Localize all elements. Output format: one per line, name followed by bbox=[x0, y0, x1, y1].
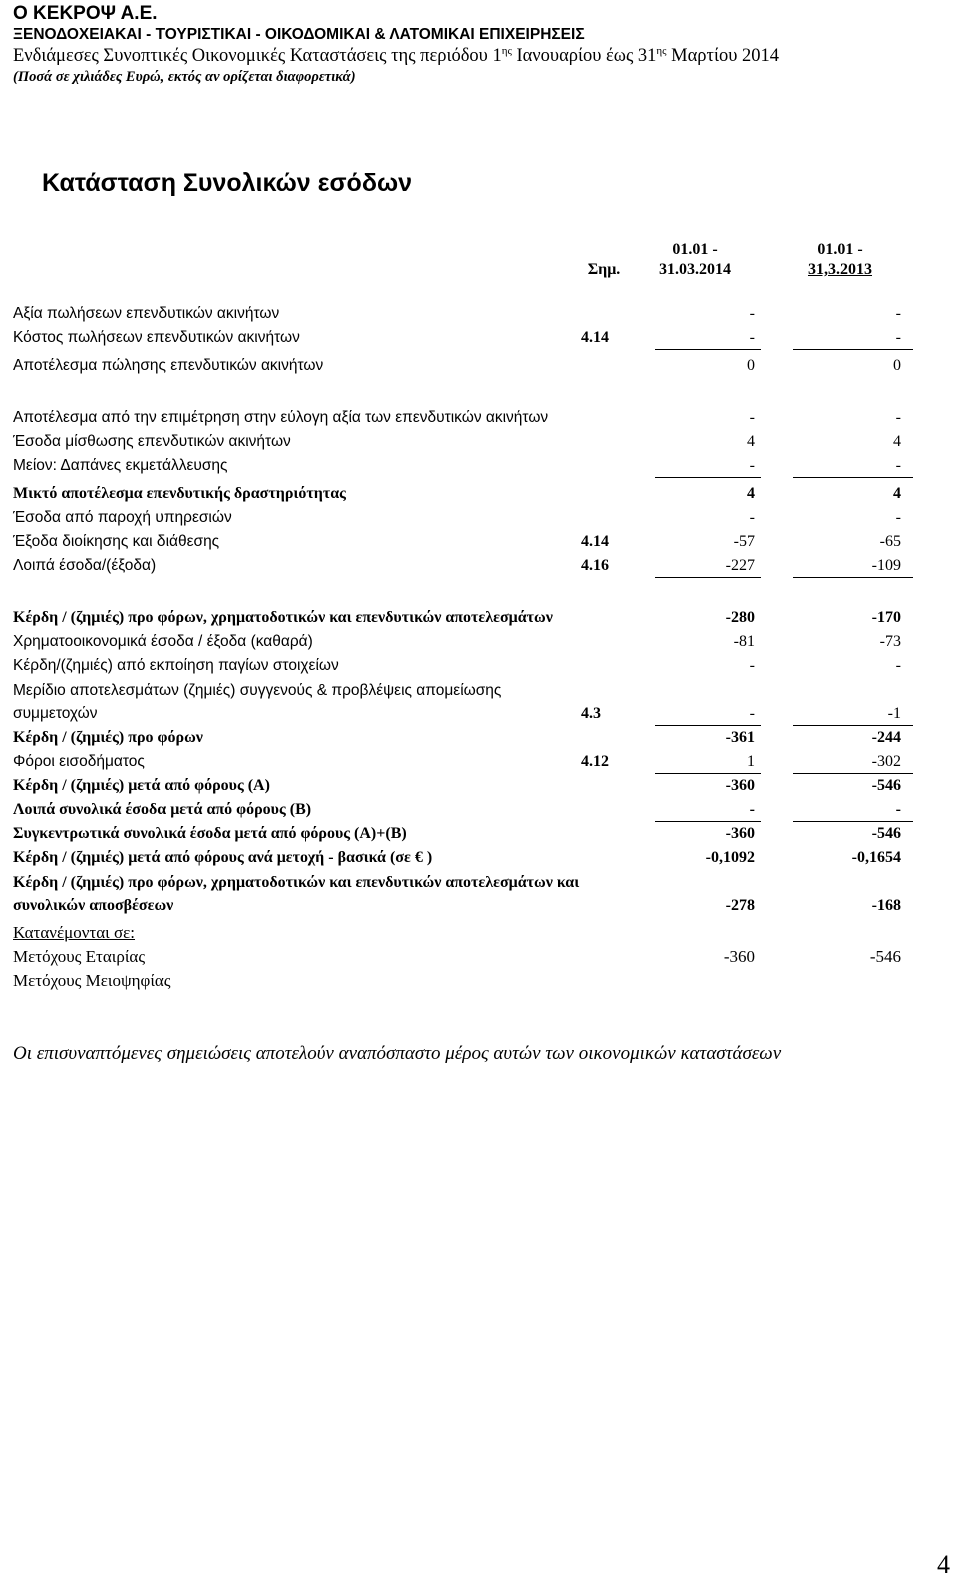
period-sup-1: ης bbox=[501, 45, 512, 57]
row-note: 4.14 bbox=[581, 533, 609, 550]
allocation-heading: Κατανέμονται σε: bbox=[13, 923, 136, 942]
row-label: Αξία πωλήσεων επενδυτικών ακινήτων bbox=[13, 305, 280, 322]
table-row bbox=[13, 325, 913, 349]
row-note: 4.16 bbox=[581, 557, 609, 574]
row-value-2014: -360 bbox=[725, 777, 755, 794]
table-row bbox=[13, 845, 913, 869]
row-label: Κέρδη / (ζημιές) προ φόρων, χρηματοδοτικών και επενδυτικών αποτελεσμάτων και συνολικών αποσβέσεων bbox=[13, 874, 580, 914]
row-value-2013: - bbox=[895, 457, 901, 474]
subtotal-rule bbox=[793, 577, 913, 578]
subtotal-rule bbox=[655, 577, 761, 578]
row-value-2014: 1 bbox=[747, 753, 755, 770]
row-value-2014: - bbox=[749, 509, 755, 526]
amounts-note: (Ποσά σε χιλιάδες Ευρώ, εκτός αν ορίζεται διαφορετικά) bbox=[13, 69, 356, 85]
allocation-row-owners bbox=[13, 945, 913, 969]
period-line bbox=[13, 45, 953, 67]
allocation-owners-2014: -360 bbox=[723, 947, 755, 966]
row-value-2014: -280 bbox=[725, 609, 755, 626]
row-value-2014: - bbox=[749, 457, 755, 474]
row-value-2014: -81 bbox=[733, 633, 755, 650]
table-row bbox=[13, 821, 913, 845]
row-label: Αποτέλεσμα από την επιμέτρηση στην εύλογη αξία των επενδυτικών ακινήτων bbox=[13, 409, 549, 426]
row-value-2014: -360 bbox=[725, 825, 755, 842]
row-value-2013: -170 bbox=[871, 609, 901, 626]
period-sup-2: ης bbox=[656, 45, 667, 57]
row-label: Αποτέλεσμα πώλησης επενδυτικών ακινήτων bbox=[13, 357, 324, 374]
company-name: Ο ΚΕΚΡΟΨ Α.Ε. bbox=[13, 3, 158, 24]
row-value-2014: 4 bbox=[747, 433, 755, 450]
subtotal-rule bbox=[655, 349, 761, 350]
column-header-2014 bbox=[640, 240, 750, 280]
row-note: 4.3 bbox=[581, 705, 601, 722]
row-value-2013: -302 bbox=[871, 753, 901, 770]
row-label: Κέρδη / (ζημιές) προ φόρων, χρηματοδοτικών και επενδυτικών αποτελεσμάτων bbox=[13, 609, 553, 626]
table-row bbox=[13, 773, 913, 797]
row-label: Κέρδη / (ζημιές) προ φόρων bbox=[13, 729, 203, 746]
column-header-2014-line1: 01.01 - bbox=[672, 241, 718, 258]
row-value-2014: 4 bbox=[747, 485, 755, 502]
row-value-2013: -0,1654 bbox=[851, 849, 901, 866]
table-row bbox=[13, 869, 913, 917]
table-row bbox=[13, 581, 913, 629]
row-label: Έσοδα μίσθωσης επενδυτικών ακινήτων bbox=[13, 433, 291, 450]
row-label: Μερίδιο αποτελεσμάτων (ζημιές) συγγενούς & προβλέψεις απομείωσης συμμετοχών bbox=[13, 682, 502, 722]
period-text-a: Ενδιάμεσες Συνοπτικές Οικονομικές Καταστάσεις της περιόδου 1 bbox=[13, 46, 502, 66]
table-row bbox=[13, 749, 913, 773]
row-value-2013: -168 bbox=[871, 897, 901, 914]
row-value-2014: - bbox=[749, 305, 755, 322]
row-value-2013: -244 bbox=[871, 729, 901, 746]
allocation-section bbox=[13, 921, 913, 993]
row-value-2013: -65 bbox=[879, 533, 901, 550]
column-header-2013-line2: 31,3.2013 bbox=[808, 261, 872, 278]
statement-table bbox=[13, 301, 913, 917]
row-value-2013: -546 bbox=[871, 825, 901, 842]
row-label: Κέρδη / (ζημιές) μετά από φόρους (Α) bbox=[13, 777, 270, 794]
row-label: Κόστος πωλήσεων επενδυτικών ακινήτων bbox=[13, 329, 300, 346]
row-value-2013: 4 bbox=[893, 485, 901, 502]
row-label: Κέρδη / (ζημιές) μετά από φόρους ανά μετοχή - βασικά (σε € ) bbox=[13, 849, 433, 866]
table-row bbox=[13, 453, 913, 477]
period-text-c: Μαρτίου 2014 bbox=[666, 46, 779, 66]
row-note: 4.14 bbox=[581, 329, 609, 346]
table-row bbox=[13, 725, 913, 749]
row-note: 4.12 bbox=[581, 753, 609, 770]
row-value-2013: 0 bbox=[893, 357, 901, 374]
subtotal-rule bbox=[793, 349, 913, 350]
statement-title: Κατάσταση Συνολικών εσόδων bbox=[42, 169, 413, 197]
row-value-2013: -109 bbox=[871, 557, 901, 574]
row-value-2013: - bbox=[895, 305, 901, 322]
table-row bbox=[13, 553, 913, 577]
row-value-2013: - bbox=[895, 509, 901, 526]
row-label: Χρηματοοικονομικά έσοδα / έξοδα (καθαρά) bbox=[13, 633, 313, 650]
row-value-2013: - bbox=[895, 409, 901, 426]
allocation-owners-2013: -546 bbox=[869, 947, 901, 966]
row-label: Συγκεντρωτικά συνολικά έσοδα μετά από φόρους (Α)+(Β) bbox=[13, 825, 407, 842]
row-value-2014: - bbox=[749, 409, 755, 426]
row-label: Φόροι εισοδήματος bbox=[13, 753, 145, 770]
table-row bbox=[13, 481, 913, 505]
table-row bbox=[13, 505, 913, 529]
table-row bbox=[13, 629, 913, 653]
column-header-note: Σημ. bbox=[587, 261, 621, 278]
row-value-2014: -0,1092 bbox=[705, 849, 755, 866]
row-value-2013: -1 bbox=[887, 705, 901, 722]
row-value-2013: 4 bbox=[893, 433, 901, 450]
company-subtitle: ΞΕΝΟΔΟΧΕΙΑΚΑΙ - ΤΟΥΡΙΣΤΙΚΑΙ - ΟΙΚΟΔΟΜΙΚΑΙ & ΛΑΤΟΜΙΚΑΙ ΕΠΙΧΕΙΡΗΣΕΙΣ bbox=[13, 26, 585, 43]
row-value-2014: - bbox=[749, 657, 755, 674]
row-label: Μείον: Δαπάνες εκμετάλλευσης bbox=[13, 457, 228, 474]
row-value-2013: -546 bbox=[871, 777, 901, 794]
allocation-row-minority bbox=[13, 969, 913, 993]
table-row bbox=[13, 301, 913, 325]
footer-note: Οι επισυναπτόμενες σημειώσεις αποτελούν αναπόσπαστο μέρος αυτών των οικονομικών καταστάσεων bbox=[13, 1043, 782, 1064]
table-row bbox=[13, 797, 913, 821]
row-label: Λοιπά συνολικά έσοδα μετά από φόρους (Β) bbox=[13, 801, 312, 818]
row-label: Έξοδα διοίκησης και διάθεσης bbox=[13, 533, 220, 550]
row-value-2013: -73 bbox=[879, 633, 901, 650]
row-value-2013: - bbox=[895, 657, 901, 674]
row-value-2014: -278 bbox=[725, 897, 755, 914]
row-value-2014: 0 bbox=[747, 357, 755, 374]
row-value-2014: -361 bbox=[725, 729, 755, 746]
table-row bbox=[13, 653, 913, 677]
allocation-owners-label: Μετόχους Εταιρίας bbox=[13, 947, 146, 966]
page-number: 4 bbox=[937, 1550, 950, 1579]
document-header bbox=[13, 4, 953, 87]
row-value-2013: - bbox=[895, 329, 901, 346]
column-header-2014-line2: 31.03.2014 bbox=[659, 261, 731, 278]
table-row bbox=[13, 353, 913, 377]
subtotal-rule bbox=[655, 477, 761, 478]
row-label: Λοιπά έσοδα/(έξοδα) bbox=[13, 557, 157, 574]
row-value-2014: - bbox=[749, 329, 755, 346]
row-value-2014: - bbox=[749, 705, 755, 722]
column-header-2013-line1: 01.01 - bbox=[817, 241, 863, 258]
row-label: Μικτό αποτέλεσμα επενδυτικής δραστηριότητας bbox=[13, 485, 346, 502]
subtotal-rule bbox=[793, 477, 913, 478]
period-text-b: Ιανουαρίου έως 31 bbox=[511, 46, 657, 66]
row-value-2014: -57 bbox=[733, 533, 755, 550]
table-row bbox=[13, 429, 913, 453]
table-row bbox=[13, 529, 913, 553]
row-label: Έσοδα από παροχή υπηρεσιών bbox=[13, 509, 232, 526]
allocation-minority-label: Μετόχους Μειοψηφίας bbox=[13, 971, 171, 990]
row-label: Κέρδη/(ζημιές) από εκποίηση παγίων στοιχείων bbox=[13, 657, 339, 674]
table-row bbox=[13, 381, 913, 429]
table-row bbox=[13, 677, 913, 725]
row-value-2013: - bbox=[895, 801, 901, 818]
row-value-2014: -227 bbox=[725, 557, 755, 574]
row-value-2014: - bbox=[749, 801, 755, 818]
column-header-2013 bbox=[785, 240, 895, 280]
